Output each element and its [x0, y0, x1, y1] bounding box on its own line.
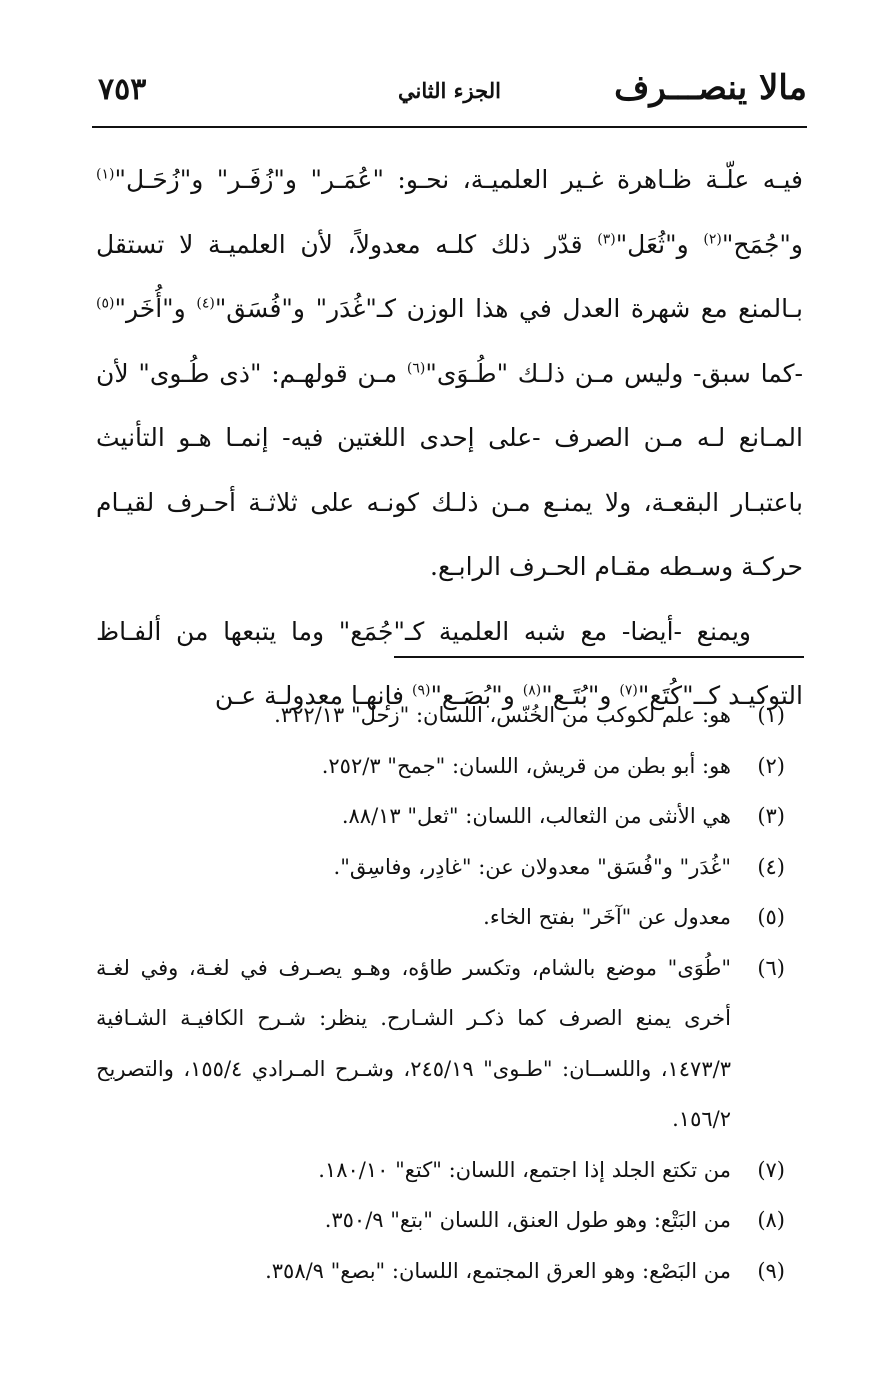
page-header — [92, 68, 807, 118]
footnote-2 — [96, 741, 803, 792]
text-run: -كما سبق- وليس مـن ذلـك "طُـوَى" — [425, 358, 803, 388]
footnote-8 — [96, 1195, 803, 1246]
footnote-ref-5[interactable]: (٥) — [96, 295, 115, 312]
footnote-ref-1[interactable]: (١) — [96, 166, 115, 183]
footnote-1 — [96, 690, 803, 741]
footnote-ref-9[interactable]: (٩) — [411, 682, 431, 699]
footnote-number: (١) — [757, 703, 785, 727]
footnote-number: (٩) — [757, 1258, 785, 1283]
text-run: و"ثُعَل" — [615, 229, 704, 259]
footnote-text: من تكتع الجلد إذا اجتمع، اللسان: "كتع" ١٨٠/١٠. — [318, 1157, 731, 1182]
footnote-number: (٤) — [757, 854, 785, 879]
footnote-ref-7[interactable]: (٧) — [619, 682, 638, 699]
footnote-number: (٦) — [757, 955, 785, 980]
footnote-ref-4[interactable]: (٤) — [196, 295, 215, 312]
footnote-text: هي الأنثى من الثعالب، اللسان: "ثعل" ٨٨/١٣. — [341, 804, 731, 828]
text-run: فيـه علّـة ظـاهرة غـير العلميـة، نحـو: "عُمَـر" و"زُفَـر" و"زُحَـل" — [114, 165, 803, 194]
footnote-separator — [394, 656, 804, 658]
text-run: و"بُتَـع" — [541, 681, 620, 710]
chapter-title: مالا ينصـــرف — [614, 68, 807, 108]
page-number: ٧٥٣ — [98, 72, 147, 107]
text-run: و"بُصَـع" — [430, 681, 523, 710]
text-run: قدّر ذلك كلـه معدولاً، لأن العلميـة لا تستقل بـالمنع مع شهرة العدل في هذا الوزن كـ"غُدَر" و"فُسَق" — [96, 229, 804, 323]
footnote-number: (٧) — [757, 1157, 785, 1182]
footnote-text: هو: علم لكوكب من الخُنّس، اللسان: "زحل" ٣٢٢/١٣. — [274, 703, 731, 727]
footnote-number: (٥) — [757, 905, 785, 929]
footnote-ref-3[interactable]: (٣) — [597, 231, 616, 248]
main-text — [96, 148, 803, 729]
footnote-text: هو: أبو بطن من قريش، اللسان: "جمح" ٢٥٢/٣. — [321, 753, 731, 778]
volume-label: الجزء الثاني — [398, 78, 501, 103]
footnote-text: "طُوَى" موضع بالشام، وتكسر طاؤه، وهـو يصـرف في لغـة، وفي لغـة أخرى يمنع الصرف كما ذكـر الشـارح. ينظر: شـرح الكافيـة الشـافية ١٤٧٣/٣، واللســان: "طـوى" ٢٤٥/١٩، وشـرح المـرادي ١٥٥/٤، والتصريح ١٥٦/٢. — [96, 955, 731, 1131]
header-rule — [92, 126, 807, 128]
paragraph-1 — [96, 148, 803, 600]
footnote-3 — [96, 791, 803, 842]
text-run: و"جُمَح" — [721, 229, 803, 259]
footnote-4 — [96, 842, 803, 893]
footnotes — [96, 690, 803, 1296]
footnote-ref-2[interactable]: (٢) — [703, 231, 722, 248]
footnote-text: "غُدَر" و"فُسَق" معدولان عن: "غادِر، وفاسِق". — [333, 854, 731, 879]
footnote-number: (٨) — [757, 1208, 785, 1232]
text-run: فإنهـا معدولـة عـن — [214, 681, 412, 710]
footnote-ref-8[interactable]: (٨) — [522, 682, 542, 699]
footnote-6 — [96, 943, 803, 1145]
text-run: ويمنع -أيضا- مع شبه العلمية كـ"جُمَع" وما يتبعها من ألفـاظ التوكيـد كــ"كُتَع" — [96, 616, 803, 710]
footnote-ref-6[interactable]: (٦) — [406, 360, 426, 377]
footnote-number: (٢) — [757, 753, 785, 778]
footnote-text: معدول عن "آخَر" بفتح الخاء. — [483, 905, 731, 929]
text-run: مـن قولهـم: "ذى طُـوى" لأن المـانع لـه مـن الصرف -على إحدى اللغتين فيه- إنمـا هـو التأنيث باعتبـار البقعـة، ولا يمنـع مـن ذلـك كونـه على ثلاثـة أحـرف لقيـام حركـة وسـطه مقـام الحـرف الرابـع. — [96, 358, 803, 581]
footnote-7 — [96, 1145, 803, 1196]
footnote-9 — [96, 1246, 803, 1297]
footnote-number: (٣) — [757, 804, 785, 828]
footnote-5 — [96, 892, 803, 943]
footnote-text: من البَصْع: وهو العرق المجتمع، اللسان: "بصع" ٣٥٨/٩. — [265, 1258, 731, 1283]
text-run: و"أُخَر" — [114, 294, 197, 323]
footnote-text: من البَتْع: وهو طول العنق، اللسان "بتع" ٣٥٠/٩. — [324, 1208, 731, 1232]
